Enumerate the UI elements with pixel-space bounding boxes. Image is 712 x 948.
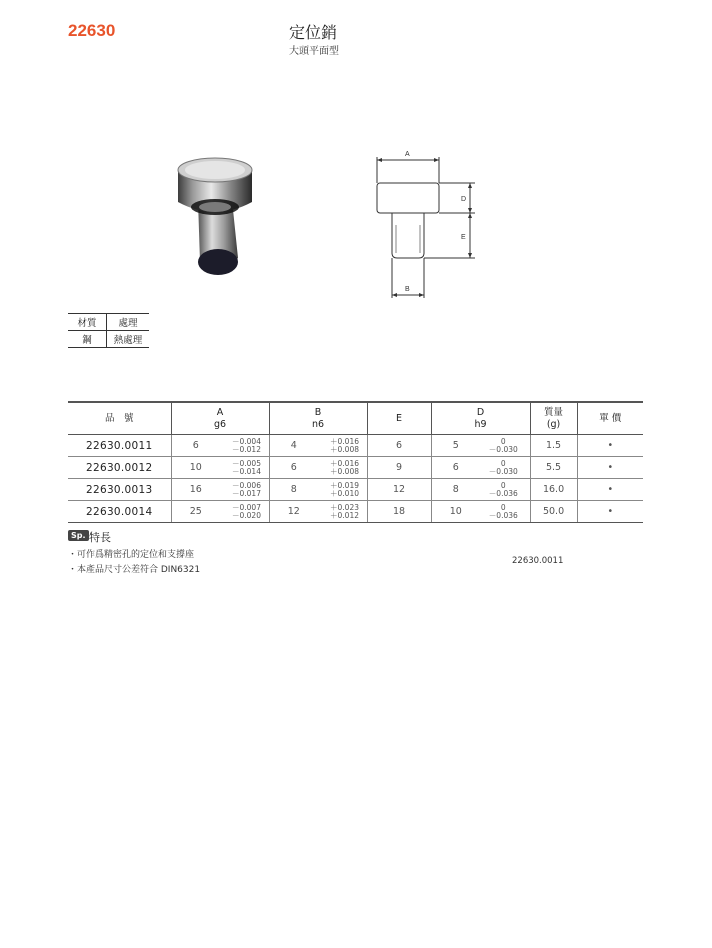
a-tol-lower: －0.014 xyxy=(232,466,261,476)
header-weight-unit: (g) xyxy=(546,418,561,430)
b-value: 4 xyxy=(269,435,318,457)
header-part-number: 品 號 xyxy=(68,402,171,435)
dim-label-b: B xyxy=(405,286,410,293)
d-tol-upper: 0 xyxy=(500,480,506,490)
feature-item: ・本產品尺寸公差符合 DIN6321 xyxy=(68,565,201,575)
b-tolerance xyxy=(318,435,367,457)
header-b xyxy=(269,402,367,435)
material-header: 材質 xyxy=(68,314,107,331)
d-value: 8 xyxy=(431,479,480,501)
price-value: • xyxy=(577,435,643,457)
weight-value: 50.0 xyxy=(530,501,577,523)
e-value: 6 xyxy=(367,435,431,457)
d-tol-lower: －0.030 xyxy=(488,444,518,454)
material-header-row xyxy=(68,314,149,331)
table-row xyxy=(68,435,643,457)
b-value: 8 xyxy=(269,479,318,501)
part-number: 22630 xyxy=(68,21,116,40)
b-value: 6 xyxy=(269,457,318,479)
header-a-tolerance: g6 xyxy=(213,418,227,430)
product-photo xyxy=(160,150,265,285)
weight-value: 5.5 xyxy=(530,457,577,479)
a-tol-upper: －0.006 xyxy=(232,480,261,490)
e-value: 18 xyxy=(367,501,431,523)
header-b-label: B xyxy=(314,406,322,418)
b-tol-lower: ＋0.008 xyxy=(330,444,359,454)
image-caption: 22630.0011 xyxy=(512,556,564,566)
header-d xyxy=(431,402,530,435)
d-tolerance xyxy=(480,479,530,501)
a-value: 16 xyxy=(171,479,220,501)
a-tol-lower: －0.017 xyxy=(232,488,261,498)
dim-label-d: D xyxy=(461,196,467,203)
price-value: • xyxy=(577,457,643,479)
header-b-tolerance: n6 xyxy=(311,418,325,430)
treatment-value: 熱處理 xyxy=(107,331,150,348)
b-tol-upper: ＋0.016 xyxy=(330,458,359,468)
table-row xyxy=(68,501,643,523)
a-tol-upper: －0.007 xyxy=(232,502,261,512)
spec-table xyxy=(68,401,643,523)
d-tolerance xyxy=(480,435,530,457)
dim-label-a: A xyxy=(405,151,410,158)
d-tol-lower: －0.036 xyxy=(488,510,518,520)
b-value: 12 xyxy=(269,501,318,523)
spec-header-row xyxy=(68,402,643,435)
d-tol-upper: 0 xyxy=(500,458,506,468)
d-tolerance xyxy=(480,501,530,523)
b-tol-upper: ＋0.023 xyxy=(330,502,359,512)
b-tol-lower: ＋0.010 xyxy=(330,488,359,498)
price-value: • xyxy=(577,479,643,501)
a-tol-lower: －0.012 xyxy=(232,444,261,454)
d-tol-lower: －0.030 xyxy=(488,466,518,476)
d-tol-upper: 0 xyxy=(500,502,506,512)
d-value: 10 xyxy=(431,501,480,523)
table-row xyxy=(68,479,643,501)
table-row xyxy=(68,457,643,479)
header-weight-label: 質量 xyxy=(544,406,564,418)
material-value-row xyxy=(68,331,149,348)
treatment-header: 處理 xyxy=(107,314,150,331)
feature-item: ・可作爲精密孔的定位和支撐座 xyxy=(68,550,195,560)
part-number-cell: 22630.0012 xyxy=(68,457,171,479)
d-tol-upper: 0 xyxy=(500,436,506,446)
a-tolerance xyxy=(220,501,269,523)
weight-value: 1.5 xyxy=(530,435,577,457)
a-tol-upper: －0.005 xyxy=(232,458,261,468)
b-tol-lower: ＋0.008 xyxy=(330,466,359,476)
b-tolerance xyxy=(318,501,367,523)
page-subtitle: 大頭平面型 xyxy=(289,46,339,57)
page-title: 定位銷 xyxy=(289,23,338,42)
b-tol-upper: ＋0.016 xyxy=(330,436,359,446)
header-d-label: D xyxy=(476,406,485,418)
header-a xyxy=(171,402,269,435)
a-tolerance xyxy=(220,457,269,479)
d-value: 5 xyxy=(431,435,480,457)
a-tol-upper: －0.004 xyxy=(232,436,261,446)
d-value: 6 xyxy=(431,457,480,479)
weight-value: 16.0 xyxy=(530,479,577,501)
e-value: 9 xyxy=(367,457,431,479)
header-d-tolerance: h9 xyxy=(474,418,487,430)
b-tolerance xyxy=(318,457,367,479)
b-tolerance xyxy=(318,479,367,501)
technical-drawing xyxy=(360,145,490,305)
a-value: 6 xyxy=(171,435,220,457)
a-tol-lower: －0.020 xyxy=(232,510,261,520)
part-number-cell: 22630.0011 xyxy=(68,435,171,457)
material-value: 鋼 xyxy=(68,331,107,348)
b-tol-upper: ＋0.019 xyxy=(330,480,359,490)
a-value: 25 xyxy=(171,501,220,523)
part-number-cell: 22630.0014 xyxy=(68,501,171,523)
d-tolerance xyxy=(480,457,530,479)
a-value: 10 xyxy=(171,457,220,479)
a-tolerance xyxy=(220,479,269,501)
header-price: 單 價 xyxy=(577,402,643,435)
b-tol-lower: ＋0.012 xyxy=(330,510,359,520)
header-a-label: A xyxy=(216,406,224,418)
features-badge: Sp. xyxy=(68,530,89,541)
header-weight xyxy=(530,402,577,435)
price-value: • xyxy=(577,501,643,523)
d-tol-lower: －0.036 xyxy=(488,488,518,498)
header-e: E xyxy=(367,402,431,435)
part-number-cell: 22630.0013 xyxy=(68,479,171,501)
dim-label-e: E xyxy=(461,234,466,241)
material-table xyxy=(68,313,149,348)
a-tolerance xyxy=(220,435,269,457)
features-heading: 特長 xyxy=(89,531,111,544)
e-value: 12 xyxy=(367,479,431,501)
